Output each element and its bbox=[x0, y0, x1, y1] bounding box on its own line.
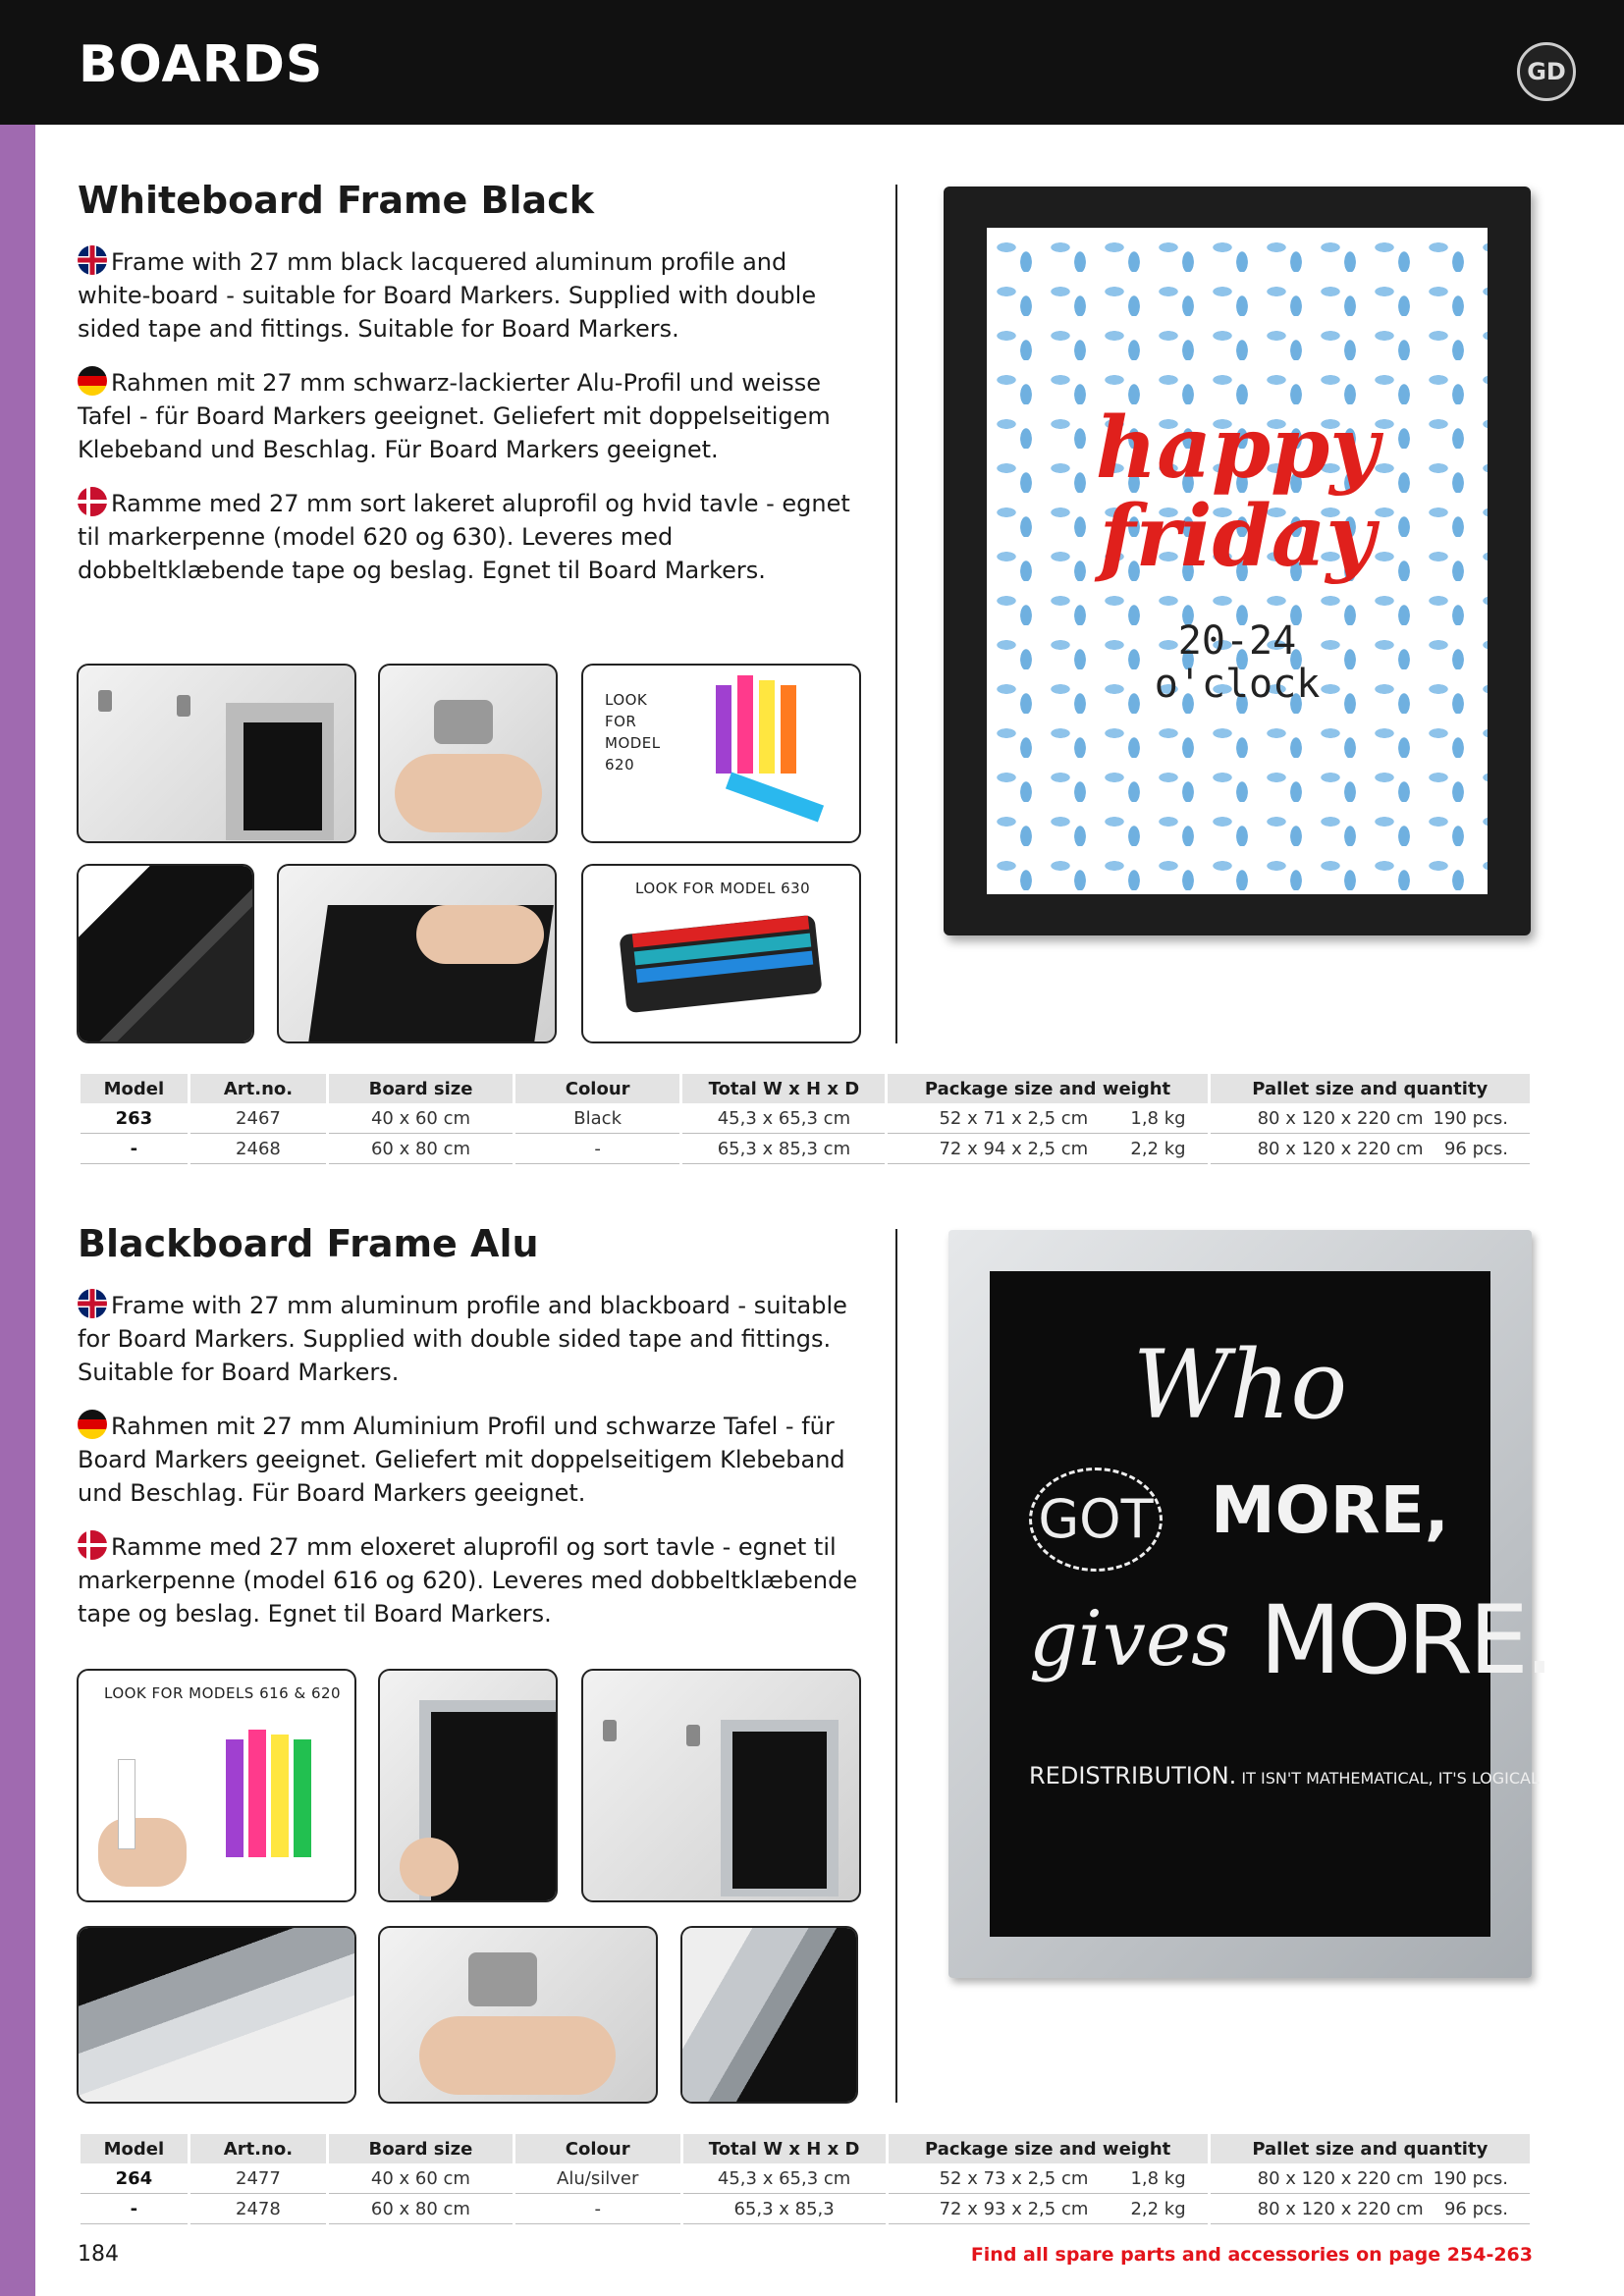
poster-line-logical: IT ISN'T MATHEMATICAL, IT'S LOGICAL bbox=[1241, 1769, 1540, 1788]
poster-happy-friday bbox=[987, 228, 1488, 894]
german-flag-icon bbox=[78, 366, 107, 396]
brand-logo: GD bbox=[1517, 42, 1576, 101]
cell-colour: - bbox=[515, 2194, 680, 2224]
description-dk bbox=[78, 487, 863, 587]
table-row bbox=[81, 2163, 1530, 2194]
page-title: BOARDS bbox=[79, 35, 324, 94]
cell-art: 2478 bbox=[190, 2194, 326, 2224]
photo-markers-630 bbox=[581, 864, 861, 1043]
cell-art: 2477 bbox=[190, 2163, 326, 2194]
poster-tagline bbox=[1029, 1762, 1540, 1789]
cell-package bbox=[888, 1103, 1207, 1134]
col-header: Art.no. bbox=[190, 1074, 326, 1103]
spec-table-blackboard bbox=[78, 2134, 1533, 2224]
photo-markers-620 bbox=[581, 664, 861, 843]
description-dk bbox=[78, 1530, 863, 1630]
cell-pallet bbox=[1211, 2163, 1530, 2194]
cell-pkg-size: 52 x 71 x 2,5 cm bbox=[939, 1107, 1089, 1129]
col-header: Colour bbox=[515, 2134, 680, 2163]
cell-art: 2467 bbox=[190, 1103, 326, 1134]
whiteboard-frame-black-image bbox=[944, 187, 1531, 935]
col-header: Art.no. bbox=[190, 2134, 326, 2163]
description-en-text: Frame with 27 mm aluminum profile and blackboard - suitable for Board Markers. Supplied with double sided tape and fittings. Suitable for Board Markers. bbox=[78, 1292, 847, 1386]
photo-insert-board bbox=[277, 864, 557, 1043]
cell-model: 264 bbox=[81, 2163, 188, 2194]
description-en-text: Frame with 27 mm black lacquered aluminum profile and white-board - suitable for Board Markers. Supplied with double sided tape and fittings. Suitable for Board Markers. bbox=[78, 248, 817, 343]
table-header-row bbox=[81, 1074, 1530, 1103]
cell-model: - bbox=[81, 1134, 188, 1164]
col-header: Pallet size and quantity bbox=[1211, 2134, 1530, 2163]
german-flag-icon bbox=[78, 1410, 107, 1439]
caption-model-620: LOOK FOR MODEL 620 bbox=[605, 691, 661, 774]
col-header: Board size bbox=[329, 2134, 513, 2163]
cell-weight: 1,8 kg bbox=[1130, 1107, 1186, 1129]
section-title-whiteboard: Whiteboard Frame Black bbox=[78, 179, 594, 222]
col-header: Model bbox=[81, 1074, 188, 1103]
description-en bbox=[78, 1289, 863, 1389]
photo-frame-corner-black bbox=[77, 864, 254, 1043]
table-row bbox=[81, 2194, 1530, 2224]
column-divider bbox=[895, 1229, 897, 2103]
poster-line-gives: gives bbox=[1029, 1595, 1231, 1683]
description-dk-text: Ramme med 27 mm eloxeret aluprofil og sort tavle - egnet til markerpenne (model 616 og 620). Leveres med dobbeltklæbende tape og beslag. Egnet til Board Markers. bbox=[78, 1533, 858, 1628]
section-title-blackboard: Blackboard Frame Alu bbox=[78, 1222, 539, 1265]
uk-flag-icon bbox=[78, 1289, 107, 1318]
description-de bbox=[78, 366, 863, 466]
cell-package bbox=[889, 2194, 1208, 2224]
col-header: Package size and weight bbox=[888, 1074, 1207, 1103]
danish-flag-icon bbox=[78, 1530, 107, 1560]
cell-pkg-size: 52 x 73 x 2,5 cm bbox=[939, 2167, 1089, 2189]
cell-size: 60 x 80 cm bbox=[329, 2194, 513, 2224]
page-number: 184 bbox=[78, 2242, 119, 2267]
cell-qty: 190 pcs. bbox=[1433, 1107, 1508, 1129]
poster-line-time: 20-24 bbox=[1177, 618, 1297, 664]
col-header: Total W x H x D bbox=[682, 1074, 885, 1103]
spec-table-whiteboard bbox=[78, 1074, 1533, 1164]
photo-alu-corner-detail bbox=[680, 1926, 858, 2104]
cell-qty: 96 pcs. bbox=[1443, 2198, 1508, 2219]
poster-who-got-more bbox=[990, 1271, 1551, 1937]
photo-frame-corner-alu bbox=[77, 1926, 356, 2104]
cell-pallet-size: 80 x 120 x 220 cm bbox=[1257, 1107, 1424, 1129]
col-header: Board size bbox=[329, 1074, 513, 1103]
photo-wall-mounting-alu bbox=[581, 1669, 861, 1902]
cell-model: - bbox=[81, 2194, 188, 2224]
column-divider bbox=[895, 185, 897, 1043]
col-header: Pallet size and quantity bbox=[1211, 1074, 1530, 1103]
cell-weight: 2,2 kg bbox=[1130, 2198, 1186, 2219]
poster-line-redistribution: REDISTRIBUTION. bbox=[1029, 1762, 1237, 1789]
cell-package bbox=[888, 1134, 1207, 1164]
cell-size: 60 x 80 cm bbox=[329, 1134, 513, 1164]
cell-total: 45,3 x 65,3 cm bbox=[683, 2163, 886, 2194]
description-dk-text: Ramme med 27 mm sort lakeret aluprofil og hvid tavle - egnet til markerpenne (model 620 og 630). Leveres med dobbeltklæbende tape og beslag. Egnet til Board Markers. bbox=[78, 490, 850, 584]
col-header: Total W x H x D bbox=[683, 2134, 886, 2163]
blackboard-frame-alu-image bbox=[948, 1230, 1551, 1978]
danish-flag-icon bbox=[78, 487, 107, 516]
poster-line-got: GOT bbox=[1029, 1468, 1163, 1572]
cell-colour: Alu/silver bbox=[515, 2163, 680, 2194]
cell-colour: - bbox=[515, 1134, 679, 1164]
cell-package bbox=[889, 2163, 1208, 2194]
poster-line-who: Who bbox=[1132, 1330, 1348, 1440]
cell-pallet bbox=[1211, 1134, 1530, 1164]
caption-model-630: LOOK FOR MODEL 630 bbox=[635, 880, 811, 897]
cell-size: 40 x 60 cm bbox=[329, 1103, 513, 1134]
cell-pallet bbox=[1211, 1103, 1530, 1134]
poster-line-happy: happy bbox=[1095, 399, 1380, 498]
cell-weight: 1,8 kg bbox=[1130, 2167, 1186, 2189]
cell-colour: Black bbox=[515, 1103, 679, 1134]
photo-hanger-bracket-alu bbox=[378, 1926, 658, 2104]
poster-line-friday: friday bbox=[1099, 487, 1376, 586]
header-bar bbox=[0, 0, 1624, 125]
poster-line-more: MORE, bbox=[1211, 1472, 1449, 1548]
description-de-text: Rahmen mit 27 mm Aluminium Profil und schwarze Tafel - für Board Markers geeignet. Geliefert mit doppelseitigem Klebeband und Beschlag. Für Board Markers geeignet. bbox=[78, 1413, 845, 1507]
uk-flag-icon bbox=[78, 245, 107, 275]
photo-hanger-bracket bbox=[378, 664, 558, 843]
cell-pkg-size: 72 x 94 x 2,5 cm bbox=[939, 1138, 1089, 1159]
cell-total: 65,3 x 85,3 bbox=[683, 2194, 886, 2224]
cell-model: 263 bbox=[81, 1103, 188, 1134]
cell-size: 40 x 60 cm bbox=[329, 2163, 513, 2194]
poster-line-more-big: MORE. bbox=[1260, 1585, 1551, 1695]
spare-parts-note: Find all spare parts and accessories on page 254-263 bbox=[970, 2244, 1533, 2266]
photo-alu-frame-side bbox=[378, 1669, 558, 1902]
cell-pallet-size: 80 x 120 x 220 cm bbox=[1257, 2198, 1424, 2219]
photo-markers-616-620 bbox=[77, 1669, 356, 1902]
cell-total: 65,3 x 85,3 cm bbox=[682, 1134, 885, 1164]
description-de-text: Rahmen mit 27 mm schwarz-lackierter Alu-Profil und weisse Tafel - für Board Markers geeignet. Geliefert mit doppelseitigem Klebeband und Beschlag. Für Board Markers geeignet. bbox=[78, 369, 831, 463]
photo-wall-mounting bbox=[77, 664, 356, 843]
cell-weight: 2,2 kg bbox=[1130, 1138, 1186, 1159]
cell-art: 2468 bbox=[190, 1134, 326, 1164]
cell-pkg-size: 72 x 93 x 2,5 cm bbox=[939, 2198, 1089, 2219]
cell-qty: 96 pcs. bbox=[1443, 1138, 1508, 1159]
table-header-row bbox=[81, 2134, 1530, 2163]
col-header: Package size and weight bbox=[889, 2134, 1208, 2163]
caption-models-616-620: LOOK FOR MODELS 616 & 620 bbox=[104, 1684, 342, 1702]
table-row bbox=[81, 1134, 1530, 1164]
cell-total: 45,3 x 65,3 cm bbox=[682, 1103, 885, 1134]
cell-pallet-size: 80 x 120 x 220 cm bbox=[1257, 2167, 1424, 2189]
cell-pallet-size: 80 x 120 x 220 cm bbox=[1257, 1138, 1424, 1159]
col-header: Colour bbox=[515, 1074, 679, 1103]
col-header: Model bbox=[81, 2134, 188, 2163]
poster-line-oclock: o'clock bbox=[1154, 662, 1321, 707]
cell-qty: 190 pcs. bbox=[1433, 2167, 1508, 2189]
table-row bbox=[81, 1103, 1530, 1134]
description-en bbox=[78, 245, 863, 346]
category-sidebar-stripe bbox=[0, 125, 35, 2296]
description-de bbox=[78, 1410, 863, 1510]
cell-pallet bbox=[1211, 2194, 1530, 2224]
